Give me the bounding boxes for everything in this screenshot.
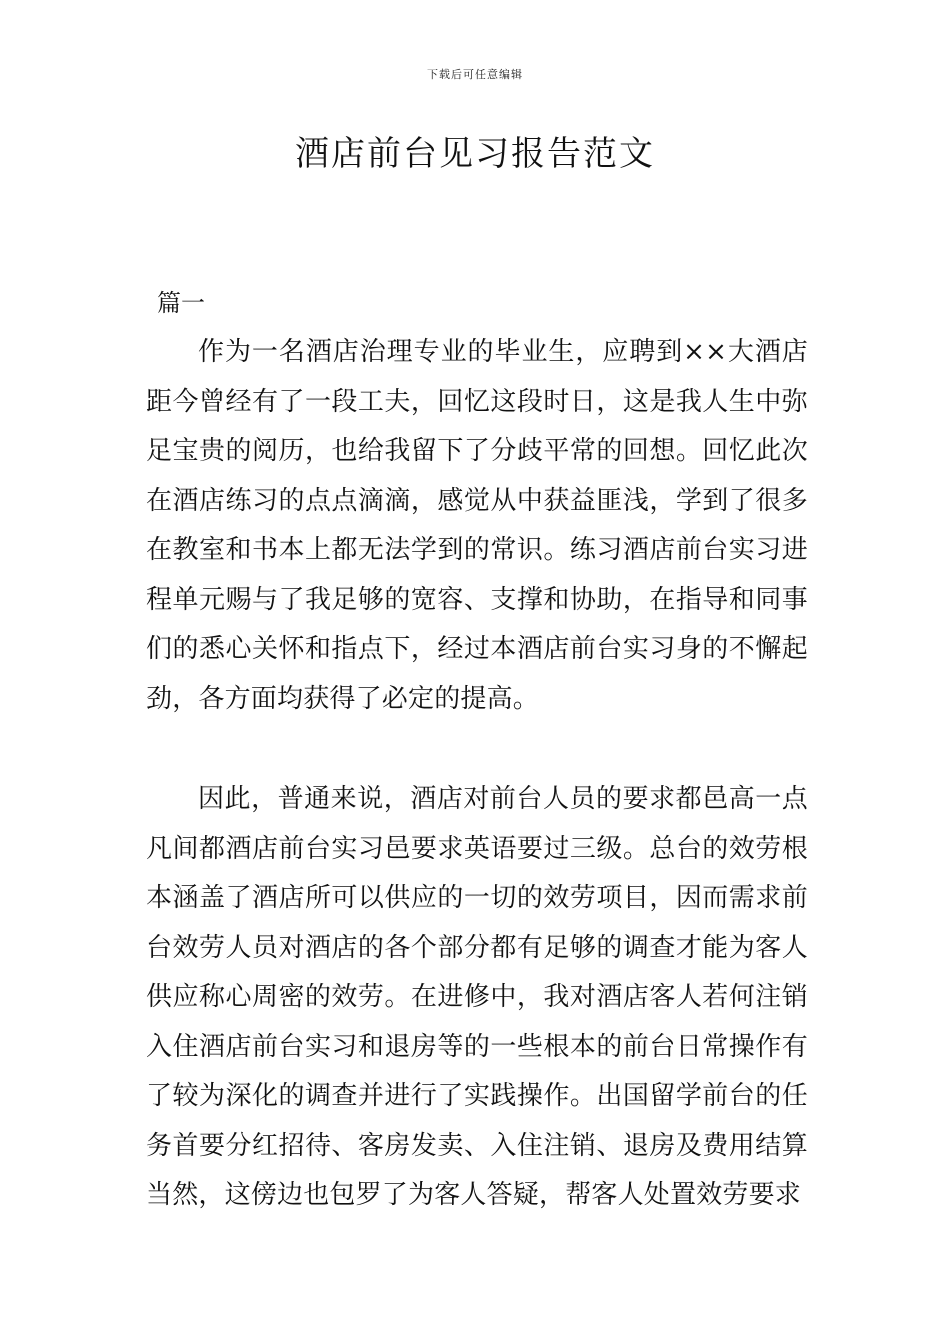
body-paragraph-1: 作为一名酒店治理专业的毕业生，应聘到××大酒店距今曾经有了一段工夫，回忆这段时日，这是我人生中弥足宝贵的阅历，也给我留下了分歧平常的回想。回忆此次在酒店练习的点点滴滴，感觉从中获益匪浅，学到了很多在教室和书本上都无法学到的常识。练习酒店前台实习进程单元赐与了我足够的宽容、支撑和协助，在指导和同事们的悉心关怀和指点下，经过本酒店前台实习身的不懈起劲，各方面均获得了必定的提高。: [146, 337, 808, 714]
document-title: 酒店前台见习报告范文: [295, 134, 655, 174]
section-label: 篇一: [157, 289, 205, 317]
body-paragraph-2: 因此，普通来说，酒店对前台人员的要求都邑高一点凡间都酒店前台实习邑要求英语要过三级。总台的效劳根本涵盖了酒店所可以供应的一切的效劳项目，因而需求前台效劳人员对酒店的各个部分都有足够的调查才能为客人供应称心周密的效劳。在进修中，我对酒店客人若何注销入住酒店前台实习和退房等的一些根本的前台日常操作有了较为深化的调查并进行了实践操作。出国留学前台的任务首要分红招待、客房发卖、入住注销、退房及费用结算当然，这傍边也包罗了为客人答疑，帮客人处置效劳要求: [146, 784, 808, 1210]
header-note: 下载后可任意编辑: [427, 68, 523, 81]
